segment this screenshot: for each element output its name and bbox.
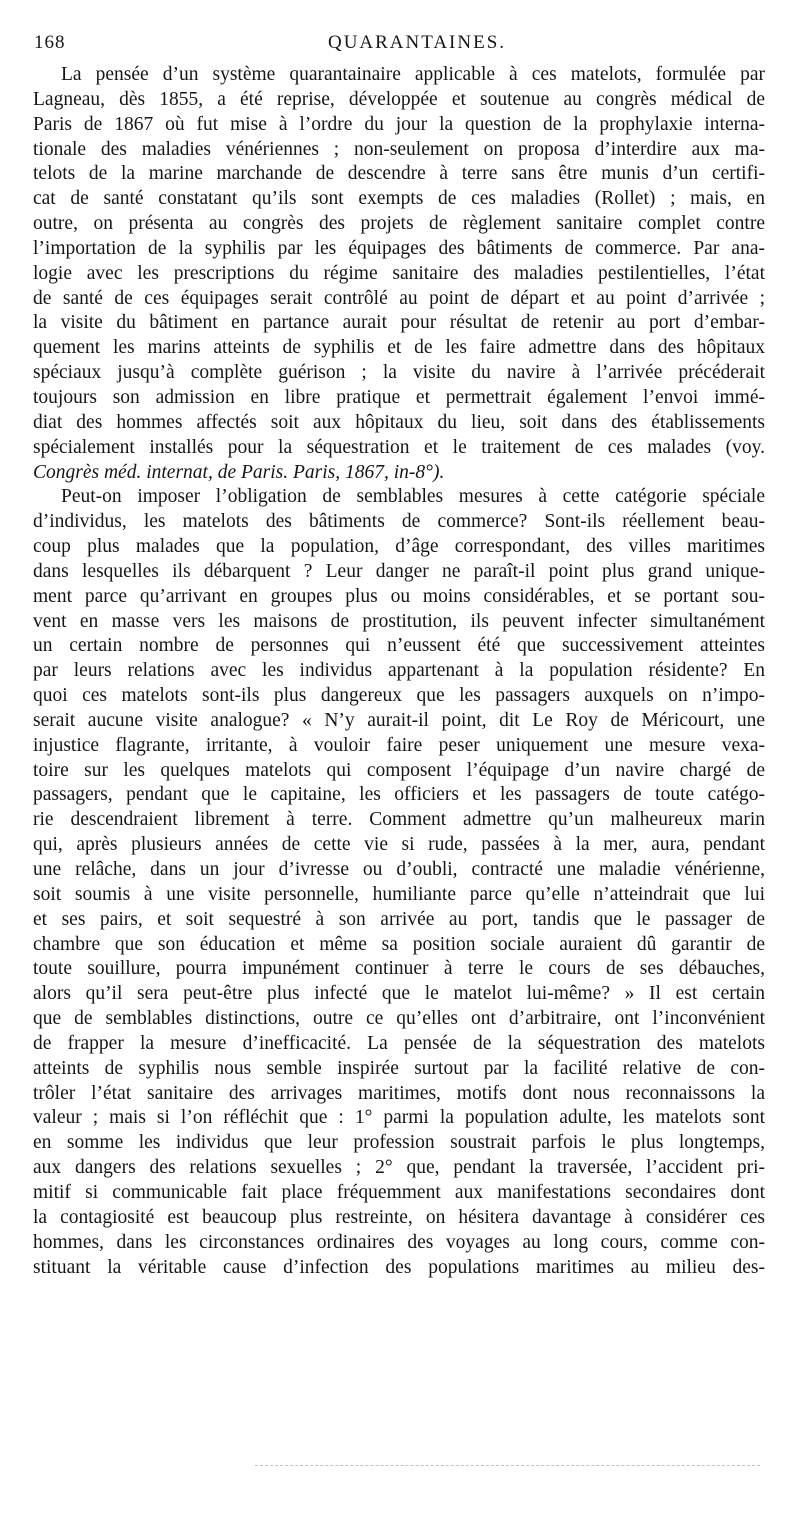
text-line: toute souillure, pourra impunément continuer à terre le cours de ses débauches, xyxy=(33,958,765,980)
text-line: en somme les individus que leur profession soustrait parfois le plus longtemps, xyxy=(33,1132,765,1154)
text-line: spéciaux jusqu’à complète guérison ; la visite du navire à l’arrivée précéderait xyxy=(33,362,765,384)
page-header xyxy=(34,32,760,56)
text-line: diat des hommes affectés soit aux hôpitaux du lieu, soit dans des établissements xyxy=(33,411,765,433)
text-line: d’individus, les matelots des bâtiments de commerce? Sont-ils réellement beau- xyxy=(33,511,765,533)
text-line: un certain nombre de personnes qui n’eussent été que successivement atteintes xyxy=(33,635,765,657)
text-line: La pensée d’un système quarantainaire applicable à ces matelots, formulée par xyxy=(61,64,765,85)
text-line: telots de la marine marchande de descendre à terre sans être munis d’un certifi- xyxy=(33,163,765,185)
text-line: quement les marins atteints de syphilis et de les faire admettre dans des hôpitaux xyxy=(33,337,765,359)
text-line: qui, après plusieurs années de cette vie si rude, passées à la mer, aura, pendant xyxy=(33,834,765,856)
text-line: l’importation de la syphilis par les équipages des bâtiments de commerce. Par ana- xyxy=(33,237,765,259)
text-line: Paris de 1867 où fut mise à l’ordre du jour la question de la prophylaxie interna- xyxy=(33,113,765,135)
text-line-citation: Congrès méd. internat, de Paris. Paris, 1867, in-8°). xyxy=(33,461,445,483)
text-line: de santé de ces équipages serait contrôlé au point de départ et au point d’arrivée ; xyxy=(33,287,765,309)
text-line: et ses pairs, et soit sequestré à son arrivée au port, tandis que le passager de xyxy=(33,908,765,930)
page-number: 168 xyxy=(34,32,66,53)
text-line: serait aucune visite analogue? « N’y aurait-il point, dit Le Roy de Méricourt, une xyxy=(33,709,765,731)
text-line: coup plus malades que la population, d’âge correspondant, des villes maritimes xyxy=(33,536,765,558)
text-line: alors qu’il sera peut-être plus infecté que le matelot lui-même? » Il est certain xyxy=(33,983,765,1005)
bleed-through-rule xyxy=(255,1465,760,1467)
running-title: QUARANTAINES. xyxy=(327,32,507,53)
text-line: rie descendraient librement à terre. Comment admettre qu’un malheureux marin xyxy=(33,809,765,831)
text-line: chambre que son éducation et même sa position sociale auraient dû garantir de xyxy=(33,933,765,955)
text-line: atteints de syphilis nous semble inspirée surtout par la facilité relative de con- xyxy=(33,1057,765,1079)
text-line: stituant la véritable cause d’infection des populations maritimes au milieu des- xyxy=(33,1256,765,1278)
text-line: logie avec les prescriptions du régime sanitaire des maladies pestilentielles, l’état xyxy=(33,262,765,284)
text-line: Lagneau, dès 1855, a été reprise, développée et soutenue au congrès médical de xyxy=(33,88,765,110)
text-line: la contagiosité est beaucoup plus restreinte, on hésitera davantage à considérer ces xyxy=(33,1206,765,1228)
text-line: ment parce qu’arrivant en groupes plus ou moins considérables, et se portant sou- xyxy=(33,585,765,607)
body-text xyxy=(33,63,765,1280)
text-line: la visite du bâtiment en partance aurait pour résultat de retenir au port d’embar- xyxy=(33,312,765,334)
text-line: spécialement installés pour la séquestration et le traitement de ces malades (voy. xyxy=(33,436,765,458)
text-line: quoi ces matelots sont-ils plus dangereux que les passagers auxquels on n’impo- xyxy=(33,685,765,707)
text-line: outre, on présenta au congrès des projets de règlement sanitaire complet contre xyxy=(33,213,765,235)
text-line: tionale des maladies vénériennes ; non-seulement on proposa d’interdire aux ma- xyxy=(33,138,765,160)
text-line: que de semblables distinctions, outre ce qu’elles ont d’arbitraire, ont l’inconvénient xyxy=(33,1008,765,1030)
text-line: trôler l’état sanitaire des arrivages maritimes, motifs dont nous reconnaissons la xyxy=(33,1082,765,1104)
text-line: valeur ; mais si l’on réfléchit que : 1° parmi la population adulte, les matelots sont xyxy=(33,1107,765,1129)
text-line: Peut-on imposer l’obligation de semblables mesures à cette catégorie spéciale xyxy=(61,486,765,508)
text-line: aux dangers des relations sexuelles ; 2° que, pendant la traversée, l’accident pri- xyxy=(33,1157,765,1179)
text-line: dans lesquelles ils débarquent ? Leur danger ne paraît-il point plus grand unique- xyxy=(33,560,765,582)
text-line: par leurs relations avec les individus appartenant à la population résidente? En xyxy=(33,660,765,682)
text-line: injustice flagrante, irritante, à vouloir faire peser uniquement une mesure vexa- xyxy=(33,734,765,756)
text-line: une relâche, dans un jour d’ivresse ou d’oubli, contracté une maladie vénérienne, xyxy=(33,859,765,880)
text-line: passagers, pendant que le capitaine, les officiers et les passagers de toute catégo- xyxy=(33,784,765,806)
text-line: toujours son admission en libre pratique et permettrait également l’envoi immé- xyxy=(33,386,765,408)
text-line: toire sur les quelques matelots qui composent l’équipage d’un navire chargé de xyxy=(33,759,765,781)
text-line: de frapper la mesure d’inefficacité. La pensée de la séquestration des matelots xyxy=(33,1032,765,1054)
text-line: hommes, dans les circonstances ordinaires des voyages au long cours, comme con- xyxy=(33,1231,765,1253)
text-line: mitif si communicable fait place fréquemment aux manifestations secondaires dont xyxy=(33,1181,765,1203)
text-line: cat de santé constatant qu’ils sont exempts de ces maladies (Rollet) ; mais, en xyxy=(33,188,765,210)
text-line: soit soumis à une visite personnelle, humiliante parce qu’elle n’atteindrait que lui xyxy=(33,883,765,905)
text-line: vent en masse vers les maisons de prostitution, ils peuvent infecter simultanément xyxy=(33,610,765,632)
